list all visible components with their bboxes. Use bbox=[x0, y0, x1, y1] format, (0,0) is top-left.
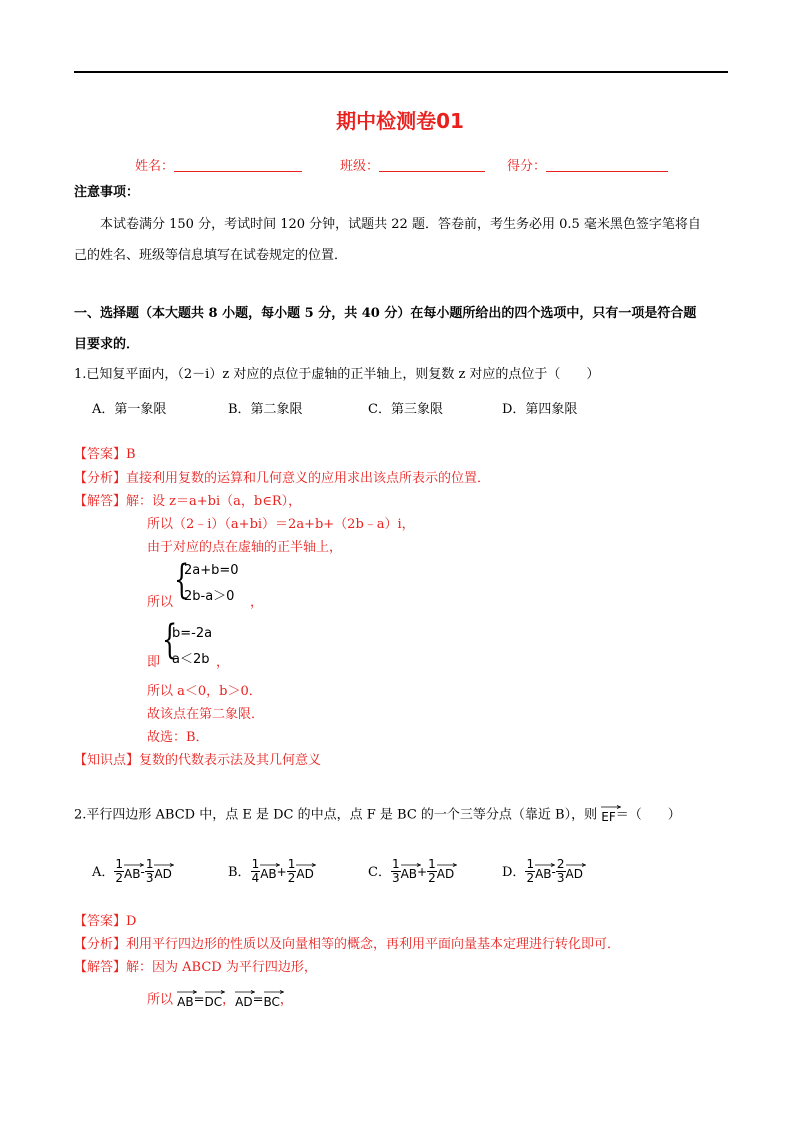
q2-option-d[interactable] bbox=[502, 857, 583, 893]
analysis-text: 利用平行四边形的性质以及向量相等的概念，再利用平面向量基本定理进行转化即可． bbox=[126, 937, 621, 952]
system1-eq1: 2a+b=0 bbox=[184, 563, 239, 578]
vector-ab: AB bbox=[535, 863, 551, 881]
vector-bc: BC bbox=[264, 990, 280, 1010]
solution-line-1: 解：设 z＝a+bi（a，b∈R）， bbox=[126, 494, 302, 509]
q2-option-c[interactable] bbox=[368, 857, 455, 893]
operator: + bbox=[417, 864, 428, 879]
q2-option-a[interactable] bbox=[92, 857, 172, 893]
vector-ef: EF bbox=[601, 805, 615, 825]
q1-answer bbox=[74, 447, 136, 463]
answer-tag: 【答案】 bbox=[74, 914, 127, 929]
answer-value: B bbox=[126, 447, 136, 462]
score-field bbox=[507, 155, 668, 174]
operator: - bbox=[551, 864, 556, 879]
q1-option-b[interactable]: B．第二象限 bbox=[228, 402, 303, 417]
q1-conclusion-3: 故选：B． bbox=[147, 730, 209, 745]
solution-tag: 【解答】 bbox=[74, 494, 127, 509]
option-label: C． bbox=[368, 865, 391, 880]
knowledge-tag: 【知识点】 bbox=[74, 753, 140, 768]
solution-prefix: 所以 bbox=[147, 992, 174, 1008]
system2-eq1: b=-2a bbox=[172, 626, 213, 641]
knowledge-text: 复数的代数表示法及其几何意义 bbox=[139, 753, 322, 768]
q1-knowledge bbox=[74, 753, 321, 769]
system1-suffix: ， bbox=[250, 595, 264, 610]
q1-option-a[interactable]: A．第一象限 bbox=[92, 402, 167, 417]
section-1-heading: 一、选择题（本大题共 8 小题，每小题 5 分，共 40 分）在每小题所给出的四个选项中，只有一项是符合题 bbox=[74, 306, 697, 321]
answer-value: D bbox=[126, 914, 137, 929]
system2-prefix: 即 bbox=[147, 655, 161, 670]
solution-tag: 【解答】 bbox=[74, 960, 127, 975]
option-expression bbox=[251, 858, 314, 885]
name-label: 姓名： bbox=[135, 159, 175, 174]
separator: ， bbox=[222, 992, 236, 1008]
vector-ad: AD bbox=[235, 990, 252, 1010]
vector-ab: AB bbox=[401, 863, 417, 881]
q2-solution-line-2: 所以 AB= DC， AD= BC， bbox=[147, 990, 293, 1010]
q1-solution-line-3: 由于对应的点在虚轴的正半轴上， bbox=[147, 540, 343, 555]
vector-ab: AB bbox=[124, 863, 140, 881]
page-title: 期中检测卷01 bbox=[336, 109, 464, 133]
q2-stem bbox=[74, 805, 681, 825]
score-blank[interactable] bbox=[546, 158, 668, 172]
fraction: $\frac{1}{4}$ bbox=[251, 857, 260, 885]
option-expression bbox=[525, 858, 583, 885]
q2-stem-suffix: ＝（ ） bbox=[615, 807, 681, 823]
vector-dc: DC bbox=[205, 990, 223, 1010]
solution-line-1: 解：因为 ABCD 为平行四边形， bbox=[126, 960, 317, 975]
q1-option-d[interactable]: D．第四象限 bbox=[502, 402, 578, 417]
system2-suffix: ， bbox=[216, 655, 230, 670]
option-expression bbox=[391, 858, 454, 885]
q1-solution bbox=[74, 494, 301, 510]
analysis-tag: 【分析】 bbox=[74, 937, 127, 952]
fraction: $\frac{1}{2}$ bbox=[115, 857, 124, 885]
vector-ab: AB bbox=[260, 863, 276, 881]
q1-analysis bbox=[74, 471, 490, 487]
class-label: 班级： bbox=[340, 159, 380, 174]
analysis-tag: 【分析】 bbox=[74, 471, 127, 486]
fraction: $\frac{1}{3}$ bbox=[145, 857, 154, 885]
class-field bbox=[340, 155, 485, 174]
notice-heading: 注意事项： bbox=[74, 185, 140, 200]
section-1-heading-cont: 目要求的． bbox=[74, 337, 140, 352]
q2-solution bbox=[74, 960, 317, 976]
name-blank[interactable] bbox=[174, 158, 302, 172]
header-rule bbox=[74, 71, 728, 73]
fraction: $\frac{2}{3}$ bbox=[556, 857, 565, 885]
system1-brace: { bbox=[174, 557, 190, 603]
q1-stem: 1.已知复平面内，（2－i）z 对应的点位于虚轴的正半轴上，则复数 z 对应的点位于（ ） bbox=[74, 367, 600, 382]
vector-ad: AD bbox=[154, 863, 171, 881]
q1-option-c[interactable]: C．第三象限 bbox=[368, 402, 443, 417]
name-field bbox=[135, 155, 302, 174]
solution-suffix: ， bbox=[279, 992, 293, 1008]
q2-stem-prefix: 2.平行四边形 ABCD 中，点 E 是 DC 的中点，点 F 是 BC 的一个三等分点（靠近 B），则 bbox=[74, 807, 598, 823]
option-expression bbox=[114, 858, 172, 885]
system1-eq2: 2b-a＞0 bbox=[184, 589, 235, 604]
q2-analysis bbox=[74, 937, 620, 953]
option-label: D． bbox=[502, 865, 526, 880]
answer-tag: 【答案】 bbox=[74, 447, 127, 462]
vector-ad: AD bbox=[296, 863, 313, 881]
fraction: $\frac{1}{2}$ bbox=[526, 857, 535, 885]
notice-line-1: 本试卷满分 150 分，考试时间 120 分钟，试题共 22 题．答卷前，考生务必用 0.5 毫米黑色签字笔将自 bbox=[100, 217, 701, 232]
operator: - bbox=[140, 864, 145, 879]
class-blank[interactable] bbox=[379, 158, 485, 172]
score-label: 得分： bbox=[507, 159, 547, 174]
operator: + bbox=[276, 864, 287, 879]
system2-brace: { bbox=[162, 617, 178, 663]
fraction: $\frac{1}{3}$ bbox=[391, 857, 400, 885]
q1-conclusion-1: 所以 a＜0，b＞0． bbox=[147, 684, 262, 699]
option-label: A． bbox=[92, 865, 115, 880]
vector-ab: AB bbox=[177, 990, 193, 1010]
system1-prefix: 所以 bbox=[147, 595, 174, 610]
option-label: B． bbox=[228, 865, 251, 880]
q1-conclusion-2: 故该点在第二象限． bbox=[147, 707, 265, 722]
system2-eq2: a＜2b bbox=[172, 652, 210, 667]
fraction: $\frac{1}{2}$ bbox=[287, 857, 296, 885]
vector-ad: AD bbox=[437, 863, 454, 881]
analysis-text: 直接利用复数的运算和几何意义的应用求出该点所表示的位置． bbox=[126, 471, 491, 486]
notice-line-2: 己的姓名、班级等信息填写在试卷规定的位置． bbox=[74, 248, 348, 263]
q1-solution-line-2: 所以（2﹣i）（a+bi）＝2a+b+（2b﹣a）i， bbox=[147, 517, 415, 532]
q2-answer bbox=[74, 914, 136, 930]
q2-option-b[interactable] bbox=[228, 857, 314, 893]
vector-ad: AD bbox=[566, 863, 583, 881]
fraction: $\frac{1}{2}$ bbox=[428, 857, 436, 885]
